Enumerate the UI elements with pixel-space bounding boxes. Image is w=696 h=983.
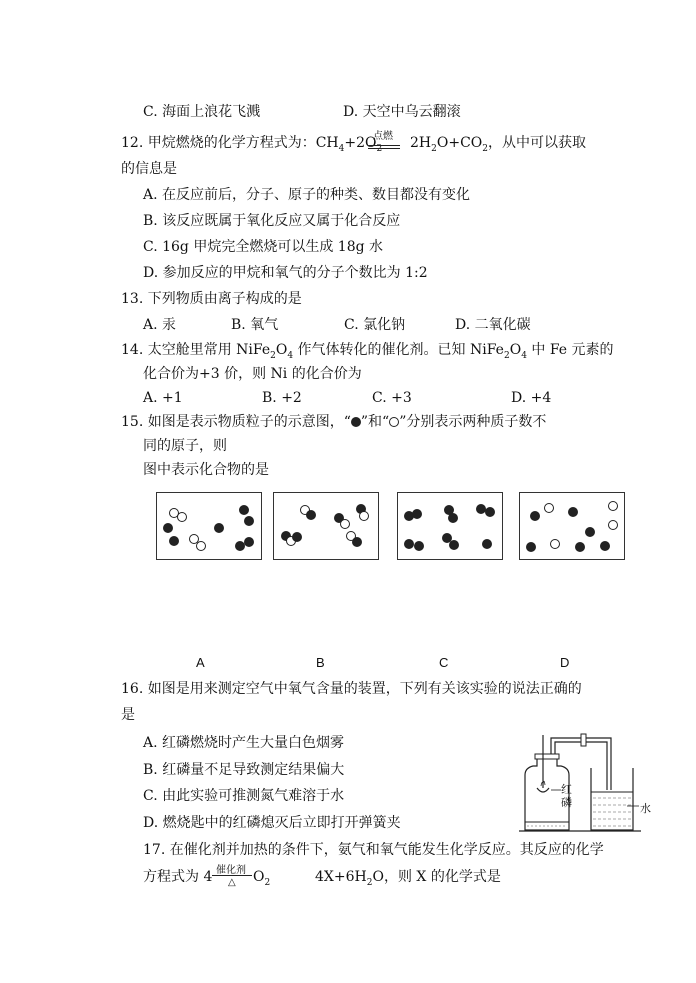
black-atom [306,510,316,520]
q17-eq-products: $4X+6H_2O$，则 X 的化学式是 [315,869,501,888]
q14-option-b: B. +2 [262,390,302,406]
black-atom [352,537,362,547]
q16-stem-line2: 是 [121,707,135,723]
q16-option-c: C. 由此实验可推测氮气难溶于水 [143,788,345,804]
black-atom [244,537,254,547]
black-atom [568,507,578,517]
q17-catalyst: 催化剂 [216,865,246,876]
white-atom [340,519,350,529]
q14-option-c: C. +3 [372,390,412,406]
q16-option-d: D. 燃烧匙中的红磷熄灭后立即打开弹簧夹 [143,815,401,831]
black-atom [414,541,424,551]
water-label: 水 [640,802,651,815]
q12-option-b: B. 该反应既属于氧化反应又属于化合反应 [143,213,401,229]
diagram-box-d [519,492,625,560]
q12-stem-line2: 的信息是 [121,161,177,177]
white-atom [196,541,206,551]
q17-eq-o2: $O_2$ [253,869,271,888]
diagram-box-c [397,492,503,560]
black-atom [239,505,249,515]
q12-condition: 点燃 [373,131,393,142]
q12-stem: 12. 甲烷燃烧的化学方程式为：$CH_4+2O_2$ [121,135,383,154]
q15-stem-line3: 图中表示化合物的是 [143,462,269,478]
black-atom [485,507,495,517]
diagram-label-b: B [316,655,325,670]
q13-option-b: B. 氧气 [231,317,279,333]
q14-stem: 14. 太空舱里常用 $NiFe_2O_4$ 作气体转化的催化剂。已知 $NiFe_2O_4$ 中 Fe 元素的 [121,342,614,361]
diagram-box-a [156,492,262,560]
q16-option-b: B. 红磷量不足导致测定结果偏大 [143,762,345,778]
black-atom [585,527,595,537]
black-atom-icon [351,417,361,427]
q12-stem-products: $2H_2O+CO_2$，从中可以获取 [410,135,586,154]
black-atom [449,540,459,550]
diagram-label-a: A [196,655,205,670]
white-atom [608,501,618,511]
q17-stem: 17. 在催化剂并加热的条件下，氨气和氧气能发生化学反应。其反应的化学 [143,842,604,858]
q15-stem: 15. 如图是表示物质粒子的示意图，“ ”和“ ”分别表示两种质子数不 [121,414,547,430]
oxygen-apparatus-diagram [515,730,645,835]
black-atom [244,516,254,526]
q12-option-d: D. 参加反应的甲烷和氧气的分子个数比为 1:2 [143,265,428,281]
diagram-label-c: C [439,655,449,670]
black-atom [169,536,179,546]
black-atom [575,542,585,552]
phosphorus-label: 红磷 [561,783,572,809]
white-atom-icon [389,417,399,427]
black-atom [526,542,536,552]
black-atom [600,541,610,551]
diagram-label-d: D [560,655,570,670]
q16-option-a: A. 红磷燃烧时产生大量白色烟雾 [143,735,345,751]
q12-option-c: C. 16g 甲烷完全燃烧可以生成 18g 水 [143,239,384,255]
q11-option-d: D. 天空中乌云翻滚 [343,104,461,120]
q12-eq-bar-bottom [368,148,400,149]
white-atom [177,512,187,522]
q14-stem-line2: 化合价为+3 价，则 Ni 的化合价为 [143,366,362,382]
black-atom [448,513,458,523]
black-atom [530,511,540,521]
q17-eq-prefix: 方程式为 4 [143,869,213,885]
q14-option-d: D. +4 [511,390,552,406]
diagram-box-b [273,492,379,560]
white-atom [359,511,369,521]
q15-stem-line2: 同的原子，则 [143,438,227,454]
q17-heat-icon: △ [228,877,236,888]
black-atom [404,539,414,549]
black-atom [163,523,173,533]
q13-stem: 13. 下列物质由离子构成的是 [121,291,302,307]
black-atom [412,509,422,519]
q13-option-c: C. 氯化钠 [344,317,406,333]
black-atom [292,532,302,542]
q12-eq-bar-top [368,145,400,146]
black-atom [214,523,224,533]
q16-stem: 16. 如图是用来测定空气中氧气含量的装置，下列有关该实验的说法正确的 [121,681,582,697]
white-atom [550,539,560,549]
q17-eq-bar [212,875,252,876]
q14-option-a: A. +1 [143,390,183,406]
white-atom [544,503,554,513]
q13-option-a: A. 汞 [143,317,177,333]
q13-option-d: D. 二氧化碳 [455,317,531,333]
q11-option-c: C. 海面上浪花飞溅 [143,104,261,120]
black-atom [482,539,492,549]
q12-option-a: A. 在反应前后，分子、原子的种类、数目都没有变化 [143,187,471,203]
white-atom [608,520,618,530]
